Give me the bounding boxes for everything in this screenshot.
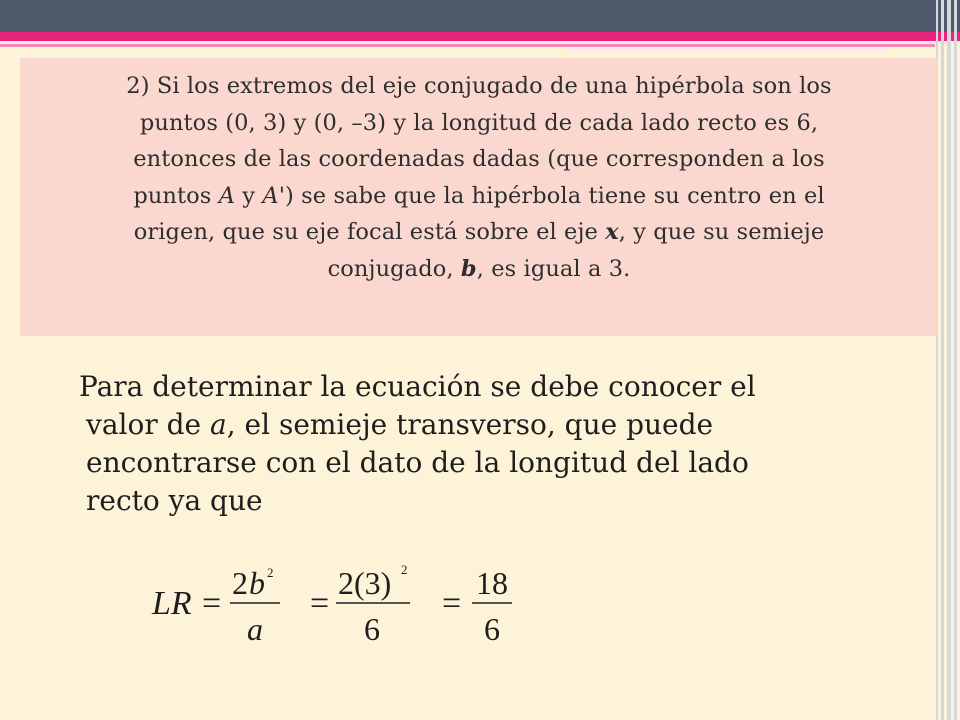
problem-line-6: conjugado, b, es igual a 3. xyxy=(327,255,631,282)
formula-lhs: LR xyxy=(152,585,192,622)
explanation-paragraph xyxy=(52,368,912,520)
frac1-denominator: a xyxy=(247,611,263,647)
explanation-line-3: encontrarse con el dato de la longitud del lado xyxy=(86,446,749,479)
frac2-numerator: 2(3) xyxy=(338,565,392,601)
problem-line-2: puntos (0, 3) y (0, –3) y la longitud de cada lado recto es 6, xyxy=(139,109,819,136)
var-b: b xyxy=(460,255,477,282)
latus-rectum-formula xyxy=(150,560,550,650)
formula-equals-3: = xyxy=(442,585,462,622)
frac3-denominator: 6 xyxy=(484,611,500,647)
formula-equals-1: = xyxy=(202,585,222,622)
frac1-numerator-exp: 2 xyxy=(267,565,274,580)
slide-top-bar xyxy=(0,0,960,32)
explanation-line-2: valor de a, el semieje transverso, que puede xyxy=(86,408,714,441)
problem-line-5: origen, que su eje focal está sobre el eje x, y que su semieje xyxy=(133,219,825,245)
frac2-numerator-exp: 2 xyxy=(401,562,408,577)
var-A-prime: A' xyxy=(262,182,286,209)
problem-line-3: entonces de las coordenadas dadas (que corresponden a los xyxy=(133,146,825,172)
frac3-numerator: 18 xyxy=(476,565,508,601)
var-a: a xyxy=(210,408,227,441)
var-x: x xyxy=(605,219,619,245)
var-A: A xyxy=(218,182,236,209)
slide-accent-line-short xyxy=(567,48,887,51)
frac2-denominator: 6 xyxy=(364,611,380,647)
slide-accent-bar xyxy=(0,32,960,41)
frac1-numerator-coef: 2 xyxy=(232,565,248,601)
slide-accent-line xyxy=(0,44,935,47)
formula-equals-2: = xyxy=(310,585,330,622)
explanation-line-4: recto ya que xyxy=(86,484,263,517)
problem-line-4: puntos A y A') se sabe que la hipérbola tiene su centro en el xyxy=(133,182,825,209)
problem-line-1: 2) Si los extremos del eje conjugado de una hipérbola son los xyxy=(126,73,832,99)
problem-statement-box xyxy=(20,58,938,336)
frac1-numerator-var: b xyxy=(249,565,265,601)
explanation-line-1: Para determinar la ecuación se debe conocer el xyxy=(79,370,756,403)
problem-statement-text xyxy=(20,68,938,287)
